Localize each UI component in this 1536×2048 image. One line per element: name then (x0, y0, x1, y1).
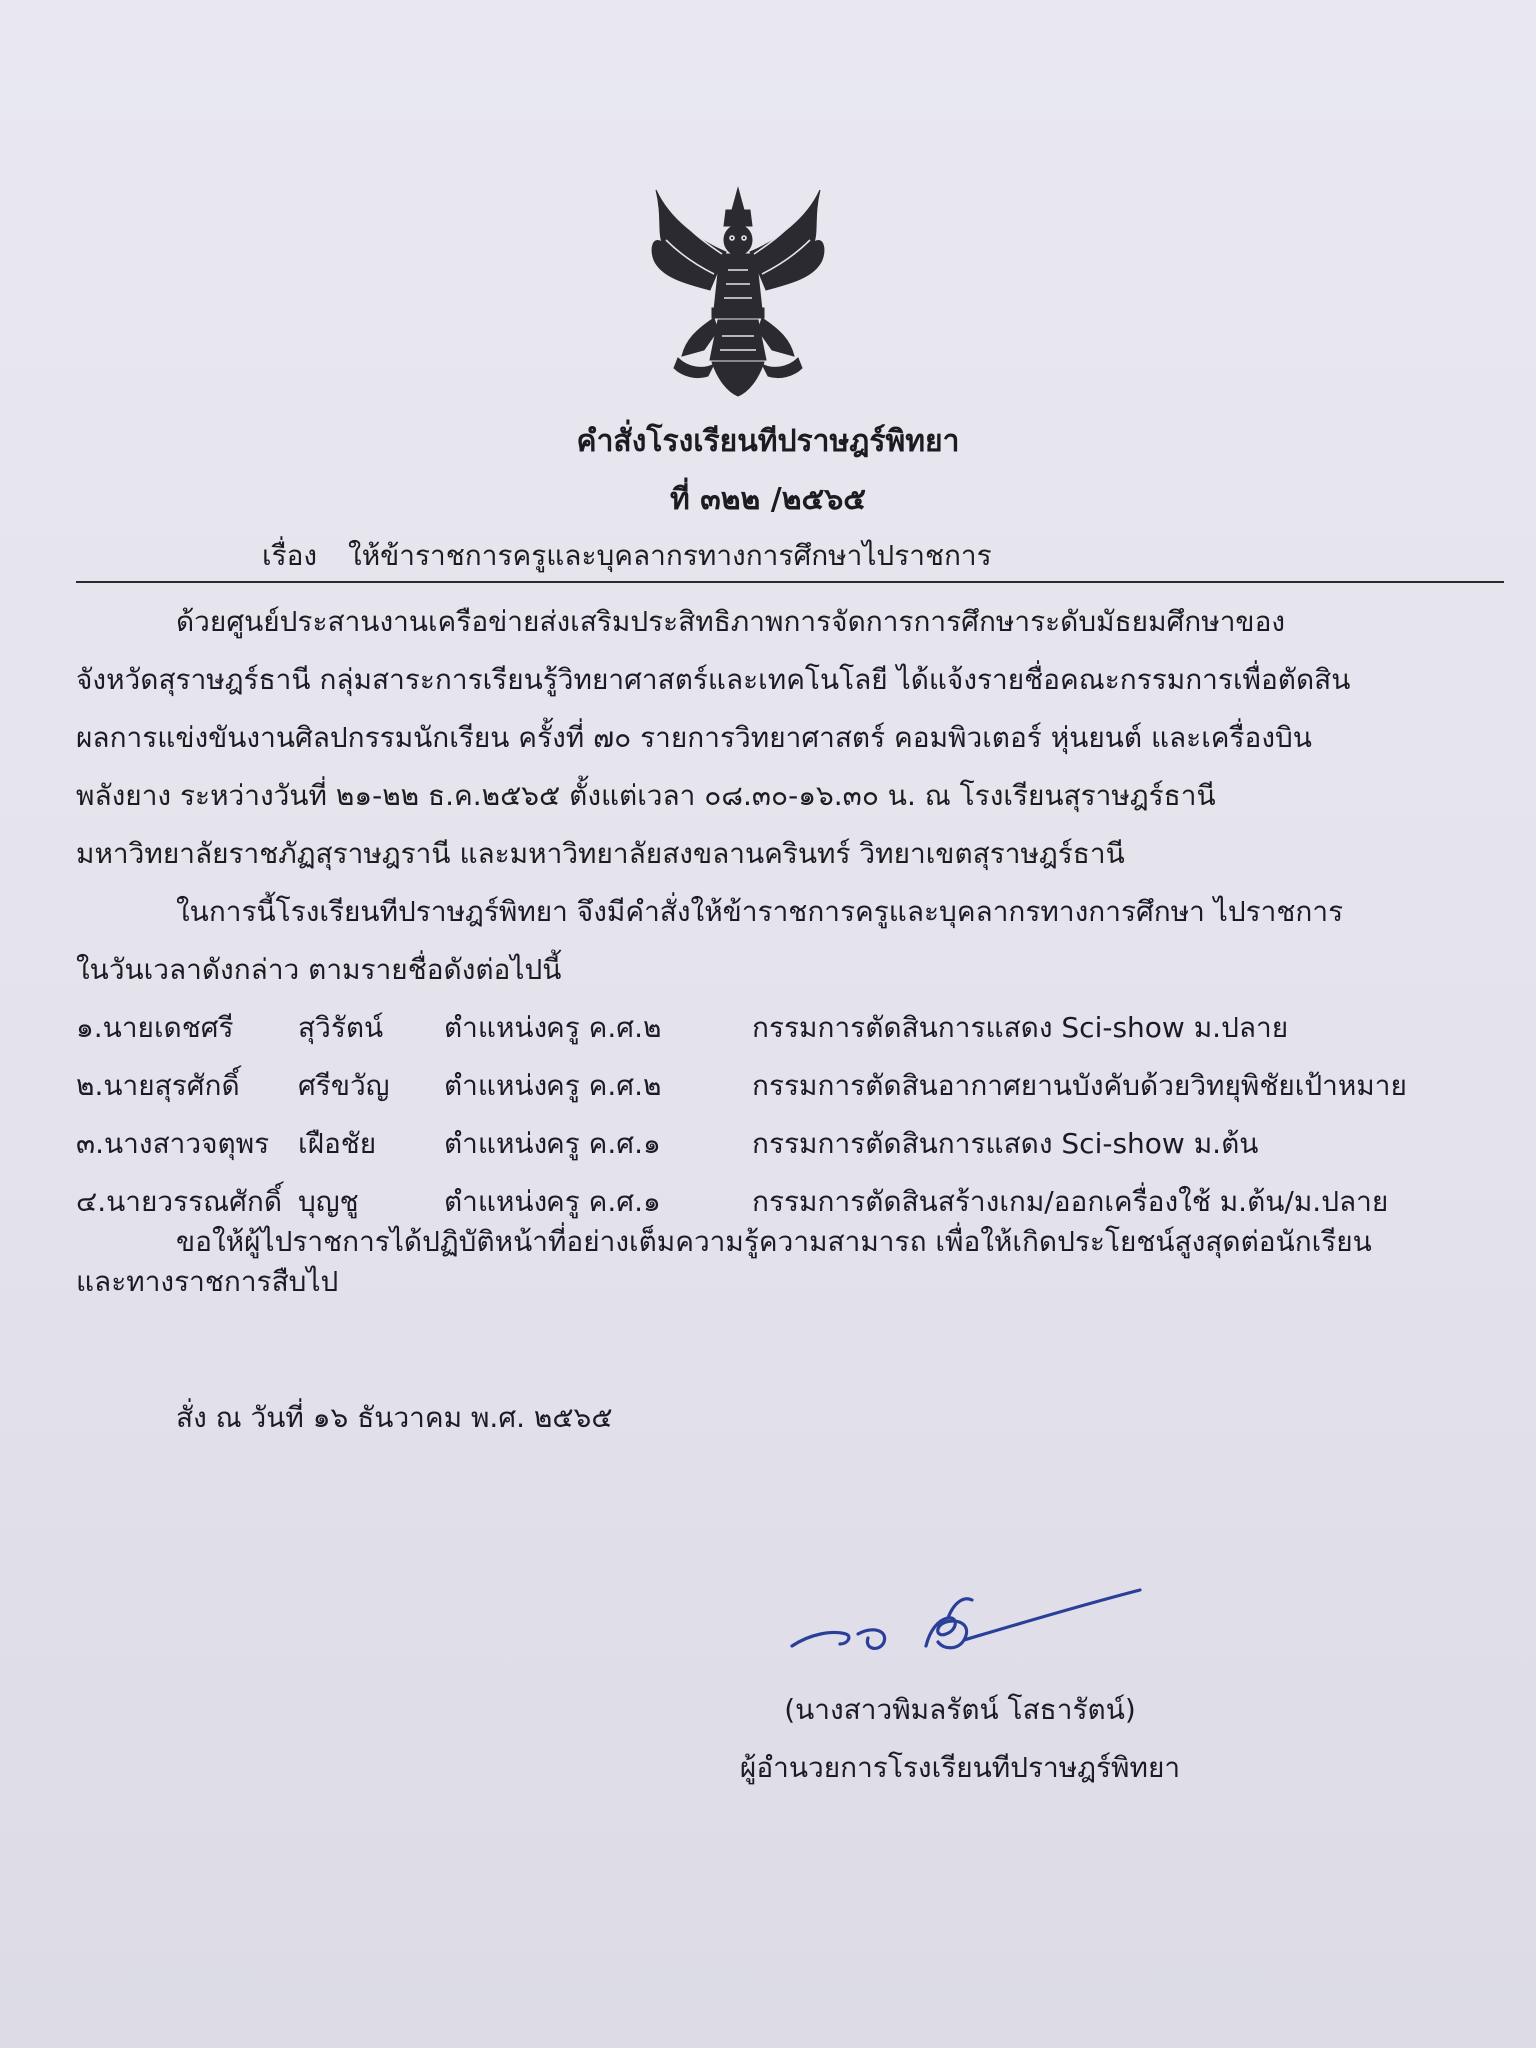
member-position: ครู ค.ศ.๒ (546, 1069, 662, 1102)
paragraph-2-line: ในวันเวลาดังกล่าว ตามรายชื่อดังต่อไปนี้ (76, 953, 562, 986)
member-name: ๓.นางสาวจตุพร (76, 1127, 270, 1160)
member-name: ๑.นายเดชศรี (76, 1011, 234, 1044)
member-surname: บุญชู (298, 1185, 359, 1218)
member-position: ครู ค.ศ.๑ (546, 1185, 661, 1218)
member-surname: เฝือชัย (298, 1127, 377, 1160)
subject-label: เรื่อง (262, 539, 318, 572)
subject-text: ให้ข้าราชการครูและบุคลากรทางการศึกษาไปราชการ (348, 539, 992, 572)
paragraph-1-line: จังหวัดสุราษฎร์ธานี กลุ่มสาระการเรียนรู้วิทยาศาสตร์และเทคโนโลยี ได้แจ้งรายชื่อคณะกรรมการเพื่อตัดสิน (76, 663, 1351, 696)
member-position: ครู ค.ศ.๑ (546, 1127, 661, 1160)
member-surname: ศรีขวัญ (298, 1069, 390, 1102)
member-position: ครู ค.ศ.๒ (546, 1011, 662, 1044)
paragraph-1-line: พลังยาง ระหว่างวันที่ ๒๑-๒๒ ธ.ค.๒๕๖๕ ตั้งแต่เวลา ๐๘.๓๐-๑๖.๓๐ น. ณ โรงเรียนสุราษฎร์ธานี (76, 779, 1216, 812)
member-position-label: ตำแหน่ง (444, 1127, 548, 1160)
order-number: ที่ ๓๒๒ /๒๕๖๕ (670, 482, 866, 517)
member-duty: กรรมการตัดสินการแสดง Sci-show ม.ต้น (752, 1127, 1259, 1160)
garuda-emblem-icon (648, 180, 828, 400)
paragraph-1-line: มหาวิทยาลัยราชภัฏสุราษฎรานี และมหาวิทยาลัยสงขลานครินทร์ วิทยาเขตสุราษฎร์ธานี (76, 837, 1125, 870)
member-position-label: ตำแหน่ง (444, 1185, 548, 1218)
paragraph-1-line: ผลการแข่งขันงานศิลปกรรมนักเรียน ครั้งที่ ๗๐ รายการวิทยาศาสตร์ คอมพิวเตอร์ หุ่นยนต์ และเครื่องบิน (76, 721, 1312, 754)
paragraph-1-line: ด้วยศูนย์ประสานงานเครือข่ายส่งเสริมประสิทธิภาพการจัดการการศึกษาระดับมัธยมศึกษาของ (176, 605, 1286, 638)
member-duty: กรรมการตัดสินการแสดง Sci-show ม.ปลาย (752, 1011, 1289, 1044)
member-duty: กรรมการตัดสินสร้างเกม/ออกเครื่องใช้ ม.ต้น/ม.ปลาย (752, 1185, 1389, 1218)
member-position-label: ตำแหน่ง (444, 1069, 548, 1102)
signer-title: ผู้อำนวยการโรงเรียนทีปราษฎร์พิทยา (739, 1751, 1181, 1784)
member-surname: สุวิรัตน์ (298, 1011, 384, 1044)
order-date: สั่ง ณ วันที่ ๑๖ ธันวาคม พ.ศ. ๒๕๖๕ (176, 1401, 613, 1434)
member-duty: กรรมการตัดสินอากาศยานบังคับด้วยวิทยุพิชัยเป้าหมาย (752, 1069, 1407, 1102)
member-name: ๒.นายสุรศักดิ์ (76, 1069, 240, 1102)
paragraph-3-line: และทางราชการสืบไป (76, 1265, 339, 1298)
subject-line (262, 534, 992, 578)
signer-name: (นางสาวพิมลรัตน์ โสธารัตน์) (784, 1693, 1136, 1726)
handwritten-signature (788, 1560, 1148, 1680)
paragraph-2-line: ในการนี้โรงเรียนทีปราษฎร์พิทยา จึงมีคำสั่งให้ข้าราชการครูและบุคลากรทางการศึกษา ไปราชการ (176, 895, 1344, 928)
member-position-label: ตำแหน่ง (444, 1011, 548, 1044)
paragraph-3-line: ขอให้ผู้ไปราชการได้ปฏิบัติหน้าที่อย่างเต็มความรู้ความสามารถ เพื่อให้เกิดประโยชน์สูงสุดต่อนักเรียน (176, 1225, 1372, 1258)
subject-divider (76, 581, 1504, 583)
document-title: คำสั่งโรงเรียนทีปราษฎร์พิทยา (576, 424, 960, 459)
member-name: ๔.นายวรรณศักดิ์ (76, 1185, 283, 1218)
